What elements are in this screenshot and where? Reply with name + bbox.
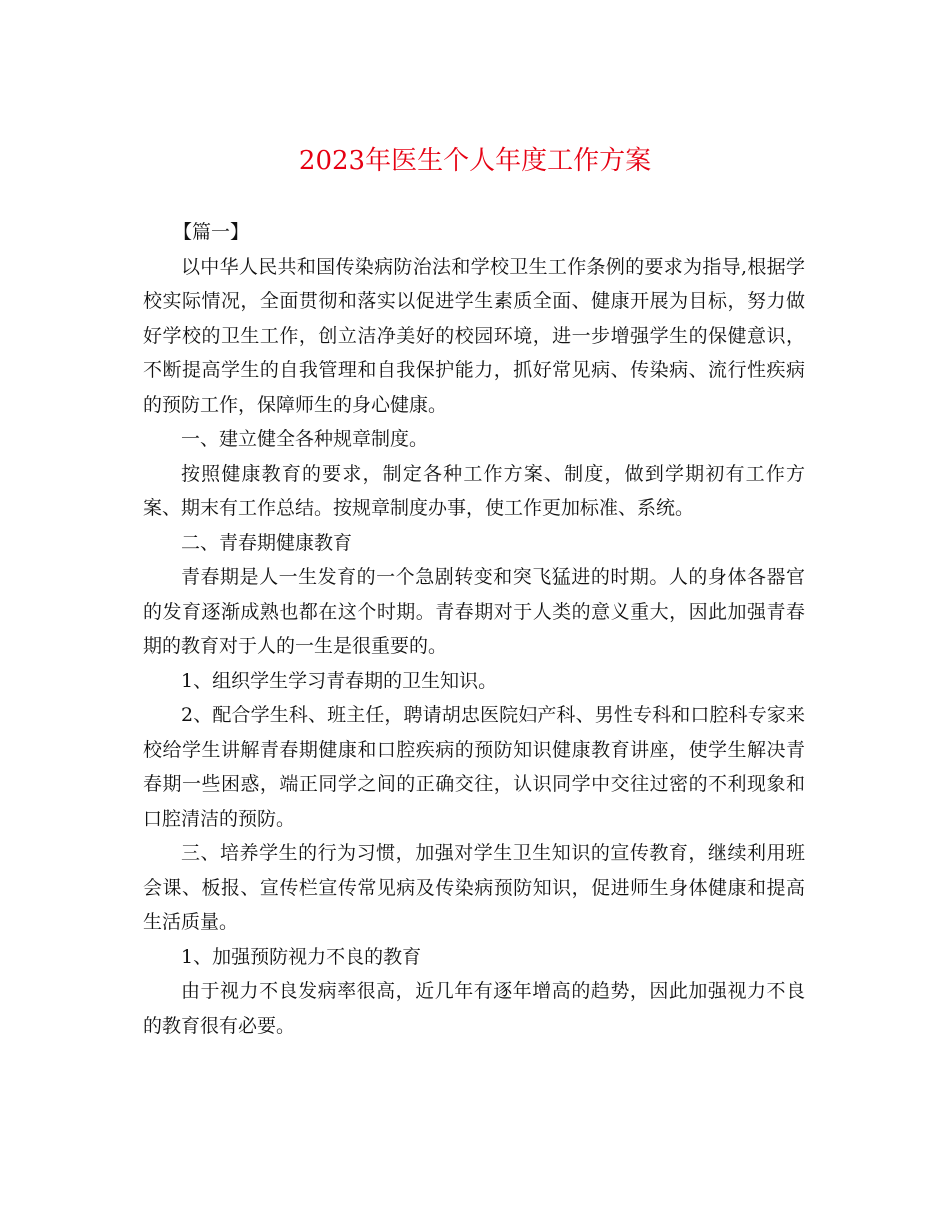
document-body (143, 215, 805, 1043)
item-puberty-1: 1、组织学生学习青春期的卫生知识。 (181, 669, 498, 692)
document-title: 2023年医生个人年度工作方案 (298, 146, 652, 176)
item-vision-1: 1、加强预防视力不良的教育 (181, 945, 422, 968)
heading-two: 二、青春期健康教育 (181, 531, 353, 554)
heading-three: 三、培养学生的行为习惯，加强对学生卫生知识的宣传教育，继续利用班会课、板报、宣传栏宣传常见病及传染病预防知识，促进师生身体健康和提高生活质量。 (143, 842, 805, 933)
intro-paragraph: 以中华人民共和国传染病防治法和学校卫生工作条例的要求为指导,根据学校实际情况，全面贯彻和落实以促进学生素质全面、健康开展为目标，努力做好学校的卫生工作，创立洁净美好的校园环境，进一步增强学生的保健意识，不断提高学生的自我管理和自我保护能力，抓好常见病、传染病、流行性疾病的预防工作，保障师生的身心健康。 (143, 255, 805, 416)
paragraph-puberty: 青春期是人一生发育的一个急剧转变和突飞猛进的时期。人的身体各器官的发育逐渐成熟也都在这个时期。青春期对于人类的意义重大，因此加强青春期的教育对于人的一生是很重要的。 (143, 566, 805, 657)
section-marker: 【篇一】 (173, 221, 250, 243)
item-puberty-2: 2、配合学生科、班主任，聘请胡忠医院妇产科、男性专科和口腔科专家来校给学生讲解青春期健康和口腔疾病的预防知识健康教育讲座，使学生解决青春期一些困惑，端正同学之间的正确交往，认识同学中交往过密的不利现象和口腔清洁的预防。 (143, 704, 805, 830)
paragraph-rules: 按照健康教育的要求，制定各种工作方案、制度，做到学期初有工作方案、期末有工作总结。按规章制度办事，使工作更加标准、系统。 (143, 462, 805, 519)
heading-one: 一、建立健全各种规章制度。 (181, 428, 429, 450)
paragraph-vision: 由于视力不良发病率很高，近几年有逐年增高的趋势，因此加强视力不良的教育很有必要。 (143, 980, 805, 1037)
